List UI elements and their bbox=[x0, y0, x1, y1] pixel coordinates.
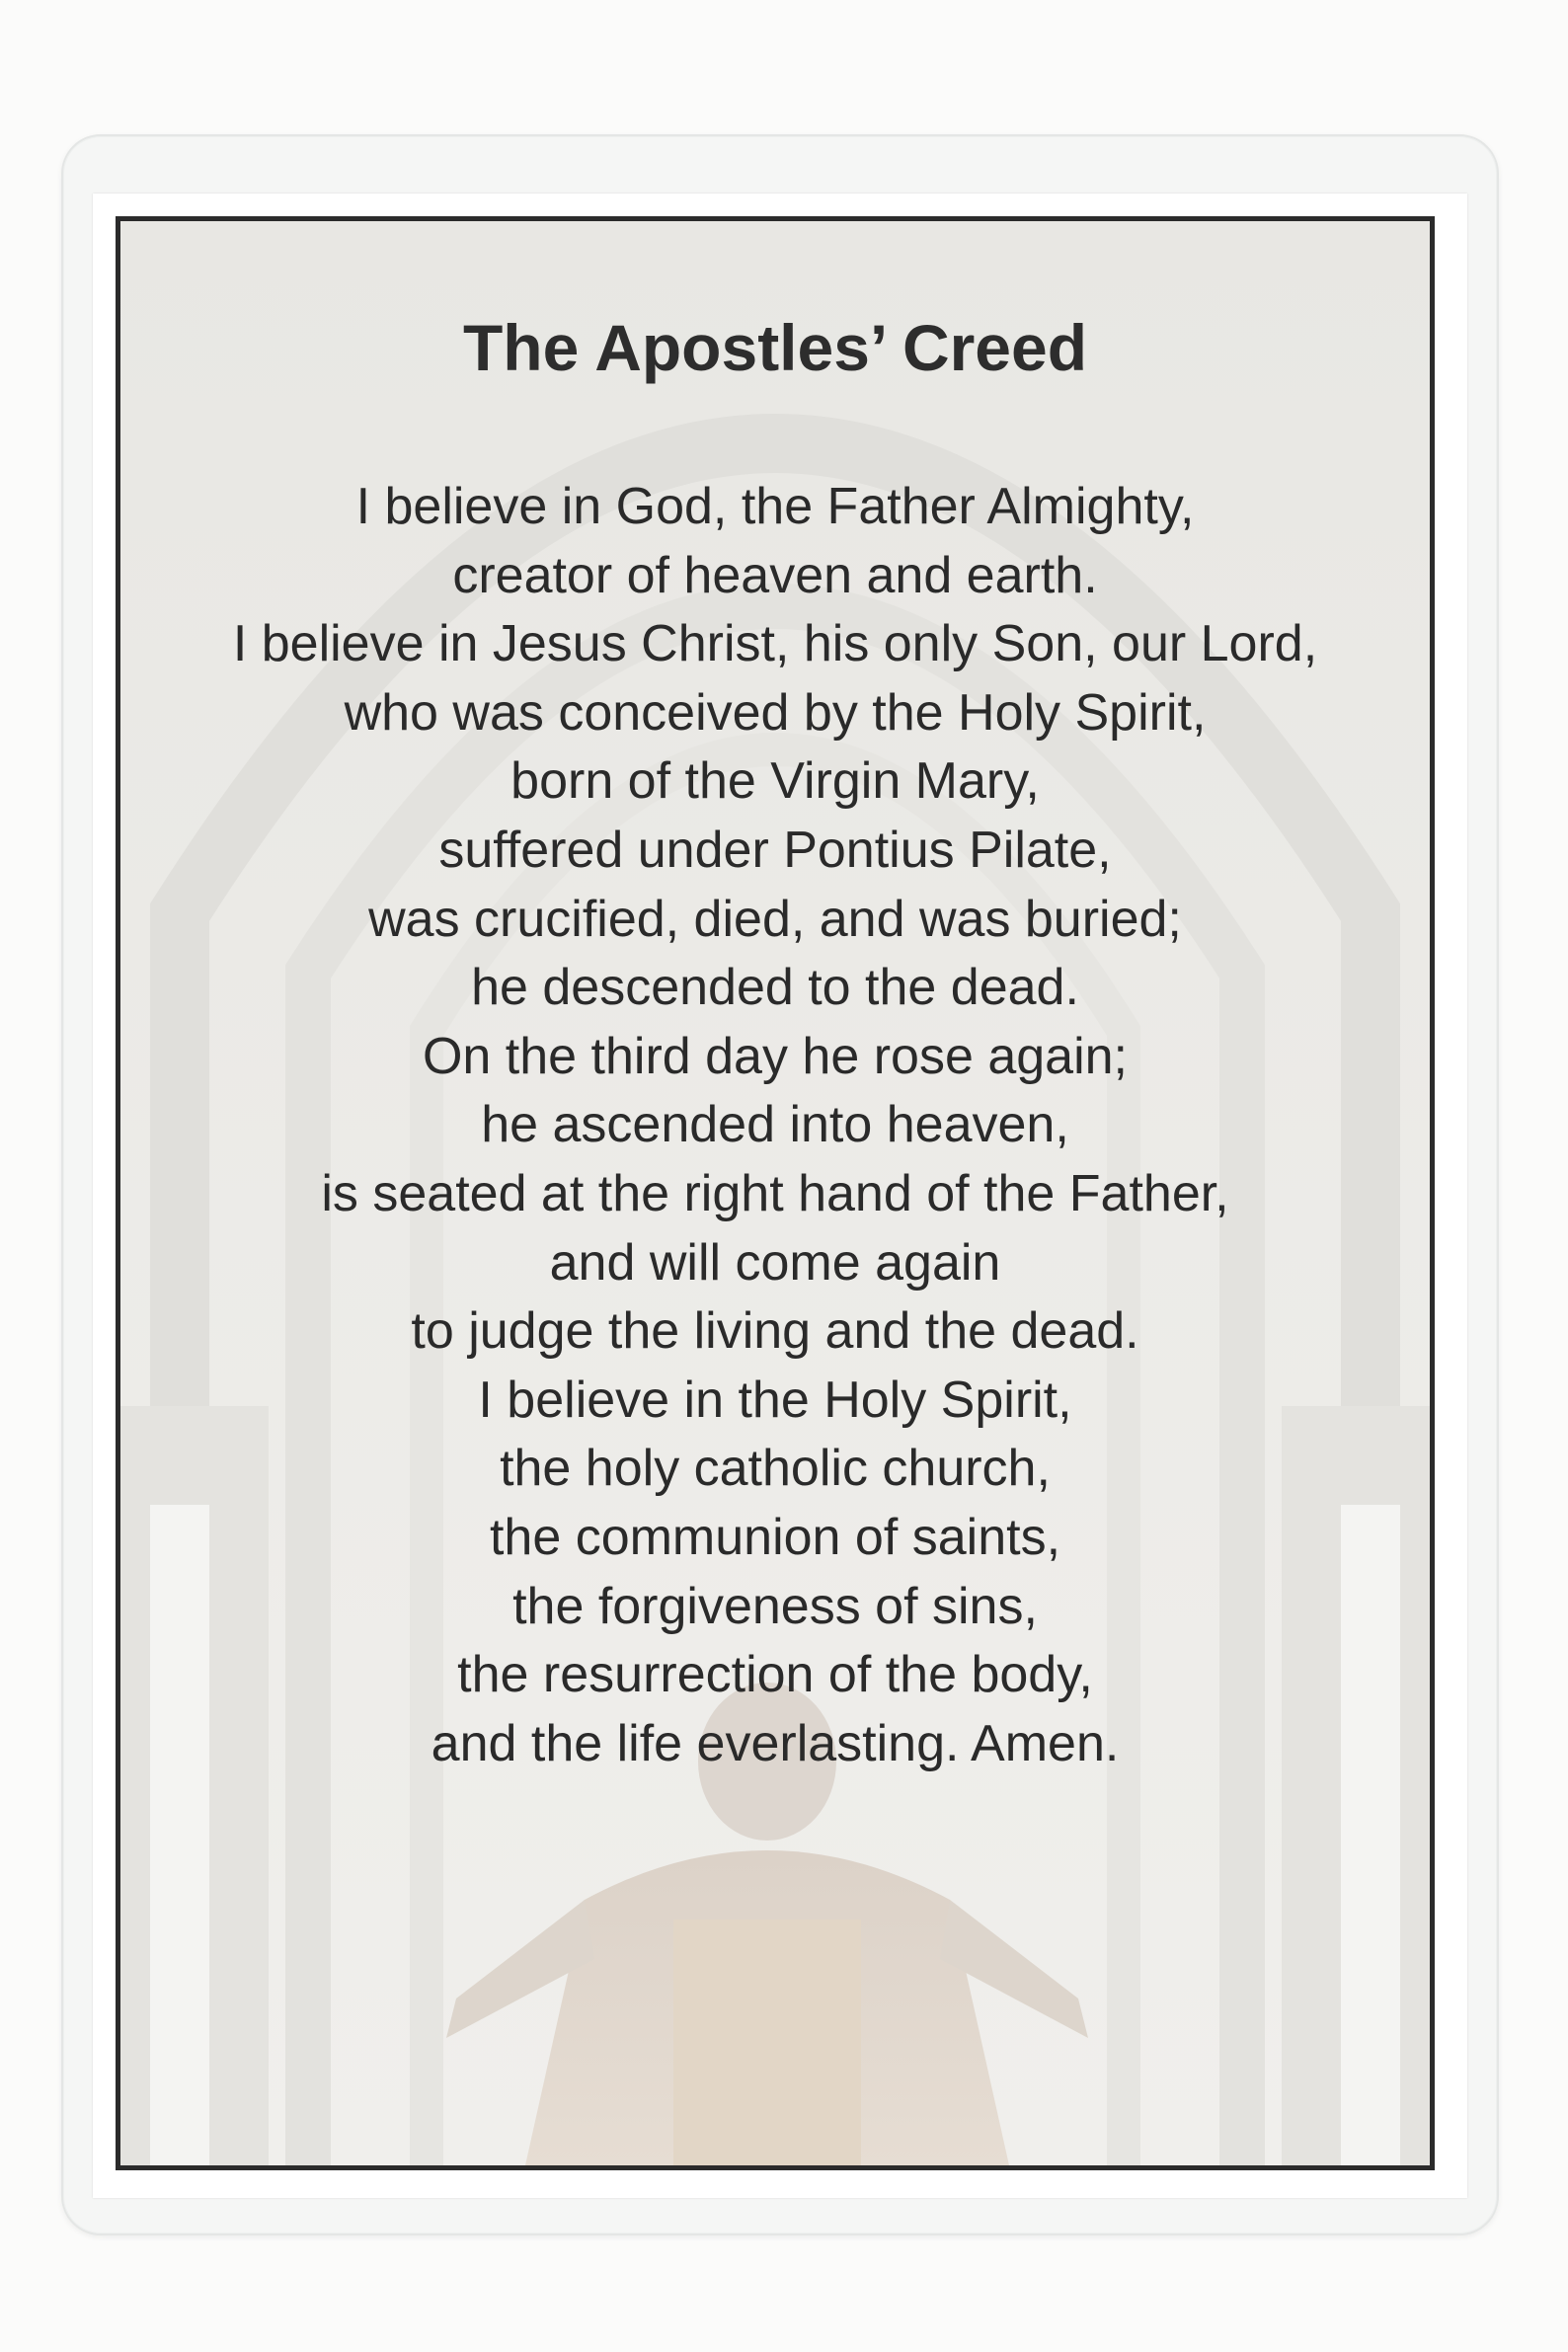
creed-line: the resurrection of the body, bbox=[457, 1646, 1093, 1704]
creed-line: I believe in Jesus Christ, his only Son, our Lord, bbox=[232, 615, 1318, 673]
creed-line: creator of heaven and earth. bbox=[452, 546, 1098, 604]
creed-line: suffered under Pontius Pilate, bbox=[438, 821, 1112, 879]
creed-line: is seated at the right hand of the Father, bbox=[321, 1164, 1229, 1222]
creed-line: On the third day he rose again; bbox=[422, 1027, 1128, 1085]
creed-text bbox=[120, 473, 1430, 1778]
creed-line: I believe in the Holy Spirit, bbox=[478, 1371, 1072, 1429]
card-frame bbox=[116, 216, 1435, 2170]
creed-line: who was conceived by the Holy Spirit, bbox=[344, 683, 1207, 742]
creed-line: the holy catholic church, bbox=[500, 1440, 1051, 1498]
creed-line: and will come again bbox=[549, 1233, 1001, 1292]
creed-line: I believe in God, the Father Almighty, bbox=[355, 478, 1195, 535]
creed-line: born of the Virgin Mary, bbox=[510, 752, 1040, 811]
creed-line: to judge the living and the dead. bbox=[411, 1302, 1139, 1361]
creed-line: he descended to the dead. bbox=[471, 959, 1079, 1017]
creed-line: he ascended into heaven, bbox=[481, 1096, 1069, 1154]
card-title: The Apostles’ Creed bbox=[462, 311, 1088, 384]
creed-line: was crucified, died, and was buried; bbox=[368, 890, 1182, 948]
creed-line: the forgiveness of sins, bbox=[512, 1577, 1038, 1635]
creed-line: the communion of saints, bbox=[489, 1508, 1061, 1566]
creed-line: and the life everlasting. Amen. bbox=[431, 1714, 1120, 1772]
